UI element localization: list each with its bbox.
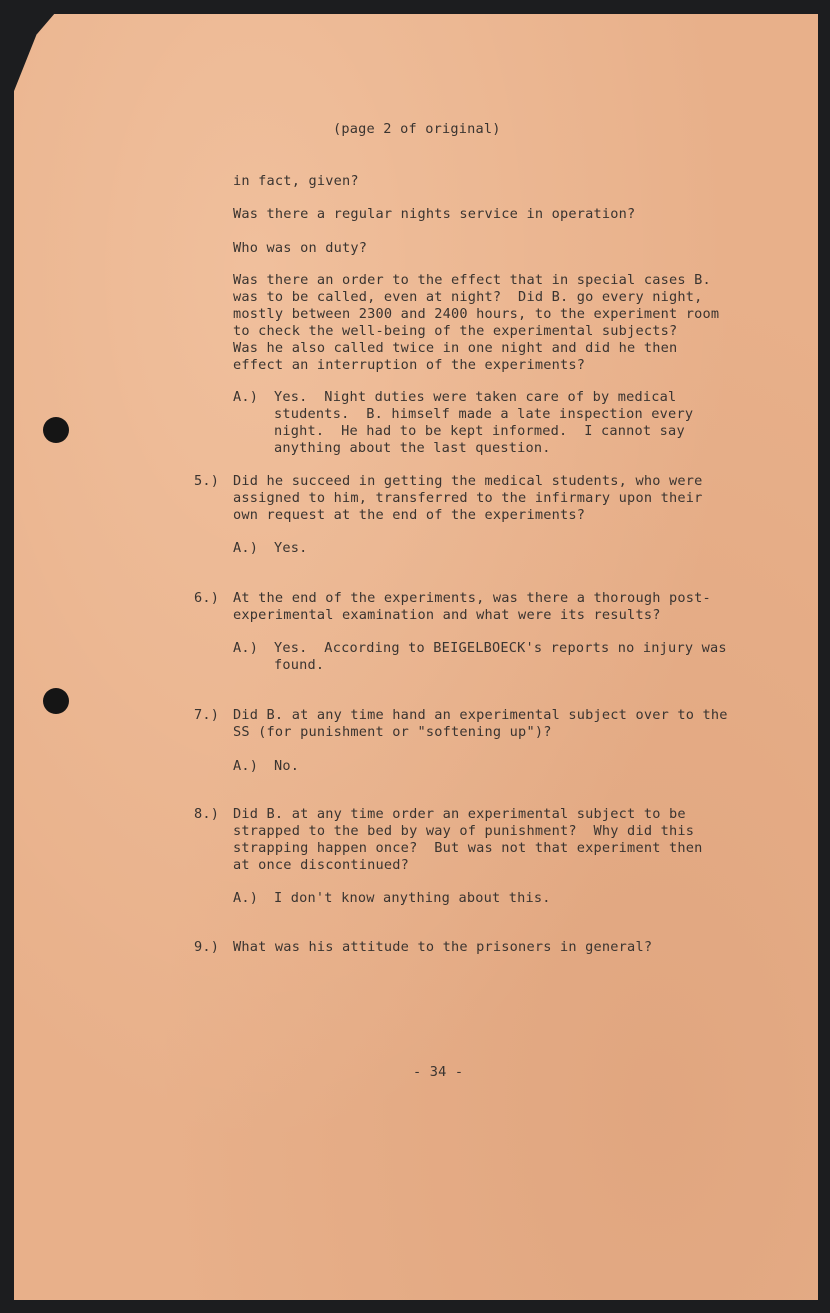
question-line: assigned to him, transferred to the infirmary upon their: [233, 490, 703, 506]
punch-hole: [43, 417, 69, 443]
text-line: to check the well-being of the experimental subjects?: [233, 323, 678, 339]
question-line: at once discontinued?: [233, 857, 410, 873]
answer-line: found.: [274, 657, 325, 673]
answer-line: night. He had to be kept informed. I cannot say: [274, 423, 685, 439]
question-line: Did he succeed in getting the medical students, who were: [233, 473, 703, 489]
answer-line: I don't know anything about this.: [274, 890, 551, 906]
question-line: strapped to the bed by way of punishment? Why did this: [233, 823, 695, 839]
question-line: SS (for punishment or "softening up")?: [233, 724, 552, 740]
text-line: mostly between 2300 and 2400 hours, to the experiment room: [233, 306, 720, 322]
answer-line: anything about the last question.: [274, 440, 551, 456]
question-number: 8.): [194, 806, 220, 822]
answer-label: A.): [233, 389, 259, 405]
question-line: At the end of the experiments, was there a thorough post-: [233, 590, 711, 606]
answer-label: A.): [233, 640, 259, 656]
page-number: - 34 -: [413, 1064, 464, 1080]
text-line: Was there a regular nights service in operation?: [233, 206, 636, 222]
question-number: 6.): [194, 590, 220, 606]
answer-label: A.): [233, 540, 259, 556]
text-line: was to be called, even at night? Did B. go every night,: [233, 289, 703, 305]
question-line: strapping happen once? But was not that experiment then: [233, 840, 703, 856]
text-line: Was there an order to the effect that in special cases B.: [233, 272, 711, 288]
text-line: in fact, given?: [233, 173, 359, 189]
text-line: Who was on duty?: [233, 240, 368, 256]
answer-label: A.): [233, 890, 259, 906]
text-line: effect an interruption of the experiments?: [233, 357, 586, 373]
text-line: Was he also called twice in one night and did he then: [233, 340, 678, 356]
page-header: (page 2 of original): [333, 121, 501, 137]
answer-line: Yes.: [274, 540, 308, 556]
answer-line: No.: [274, 758, 300, 774]
question-line: own request at the end of the experiments?: [233, 507, 586, 523]
answer-line: Yes. Night duties were taken care of by medical: [274, 389, 677, 405]
question-number: 9.): [194, 939, 220, 955]
question-line: What was his attitude to the prisoners in general?: [233, 939, 653, 955]
punch-hole: [43, 688, 69, 714]
answer-label: A.): [233, 758, 259, 774]
question-number: 7.): [194, 707, 220, 723]
answer-line: Yes. According to BEIGELBOECK's reports no injury was: [274, 640, 727, 656]
question-line: Did B. at any time hand an experimental subject over to the: [233, 707, 728, 723]
question-line: experimental examination and what were its results?: [233, 607, 661, 623]
answer-line: students. B. himself made a late inspection every: [274, 406, 694, 422]
question-number: 5.): [194, 473, 220, 489]
question-line: Did B. at any time order an experimental subject to be: [233, 806, 686, 822]
